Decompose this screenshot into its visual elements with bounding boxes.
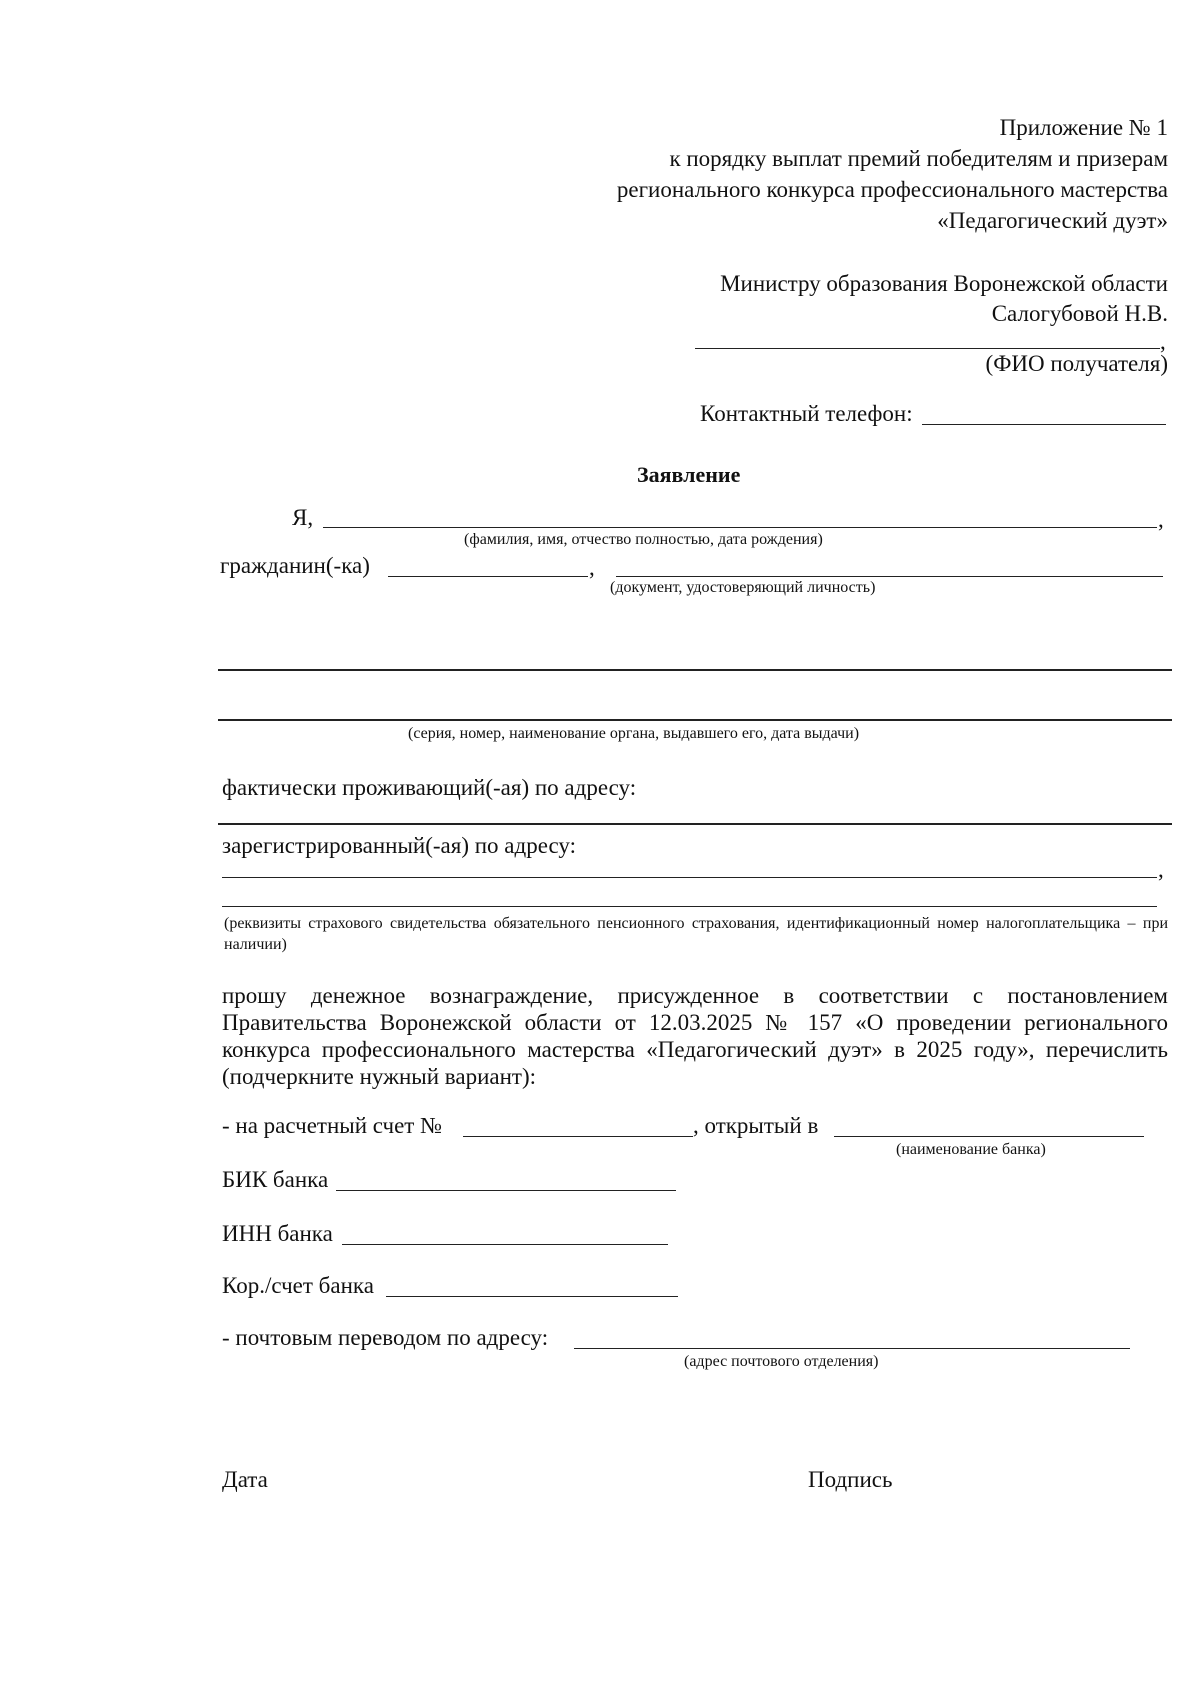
identity-document-caption: (документ, удостоверяющий личность)	[610, 579, 876, 596]
date-label: Дата	[222, 1467, 268, 1492]
phone-field[interactable]	[922, 424, 1166, 425]
document-details-caption: (серия, номер, наименование органа, выдавшего его, дата выдачи)	[408, 725, 860, 742]
postal-address-caption: (адрес почтового отделения)	[684, 1353, 879, 1370]
recipient-name-field[interactable]	[695, 348, 1160, 349]
snils-inn-field[interactable]	[222, 906, 1157, 907]
phone-label: Контактный телефон:	[700, 401, 913, 426]
addressee-line-2: Салогубовой Н.В.	[991, 301, 1168, 326]
recipient-name-comma: ,	[1160, 329, 1166, 354]
signature-label: Подпись	[808, 1467, 893, 1492]
kor-account-field[interactable]	[386, 1296, 678, 1297]
bank-name-field[interactable]	[834, 1136, 1144, 1137]
bik-field[interactable]	[336, 1190, 676, 1191]
account-label: - на расчетный счет №	[222, 1113, 443, 1138]
identity-document-field[interactable]	[616, 576, 1163, 577]
full-name-comma: ,	[1158, 507, 1164, 532]
addressee-line-1: Министру образования Воронежской области	[720, 271, 1168, 296]
inn-label: ИНН банка	[222, 1221, 333, 1246]
full-name-caption: (фамилия, имя, отчество полностью, дата рождения)	[464, 531, 823, 548]
postal-label: - почтовым переводом по адресу:	[222, 1325, 549, 1350]
document-title: Заявление	[637, 462, 741, 487]
document-details-field-2[interactable]	[218, 719, 1172, 721]
recipient-name-caption: (ФИО получателя)	[985, 351, 1168, 376]
snils-inn-caption: (реквизиты страхового свидетельства обязательного пенсионного страхования, идентификационный номер налогоплательщика – при наличии)	[224, 915, 1168, 953]
citizenship-field[interactable]	[388, 576, 588, 577]
registered-address-comma: ,	[1158, 857, 1164, 882]
appendix-line-2: регионального конкурса профессионального мастерства	[616, 177, 1168, 202]
actual-address-label: фактически проживающий(-ая) по адресу:	[222, 775, 637, 800]
full-name-field[interactable]	[323, 527, 1157, 528]
registered-address-field[interactable]	[222, 877, 1157, 878]
document-details-field-1[interactable]	[218, 669, 1172, 671]
actual-address-field[interactable]	[218, 823, 1172, 825]
bank-name-caption: (наименование банка)	[896, 1141, 1046, 1158]
opened-label: , открытый в	[693, 1113, 819, 1138]
postal-address-field[interactable]	[574, 1348, 1130, 1349]
citizen-label: гражданин(-ка)	[220, 553, 370, 578]
kor-account-label: Кор./счет банка	[222, 1273, 374, 1298]
request-text: прошу денежное вознаграждение, присужденное в соответствии с постановлением Правительства Воронежской области от 12.03.2025 № 157 «О проведении регионального конкурса профессионального мастерства «Педагогический дуэт» в 2025 году», перечислить (подчеркните нужный вариант):	[222, 983, 1168, 1089]
appendix-line-3: «Педагогический дуэт»	[937, 208, 1168, 233]
appendix-number: Приложение № 1	[999, 115, 1168, 140]
inn-field[interactable]	[342, 1244, 668, 1245]
appendix-line-1: к порядку выплат премий победителям и призерам	[669, 146, 1168, 171]
citizenship-comma: ,	[589, 555, 595, 580]
bik-label: БИК банка	[222, 1167, 329, 1192]
registered-address-label: зарегистрированный(-ая) по адресу:	[222, 833, 576, 858]
account-number-field[interactable]	[463, 1136, 693, 1137]
ya-label: Я,	[292, 505, 314, 530]
